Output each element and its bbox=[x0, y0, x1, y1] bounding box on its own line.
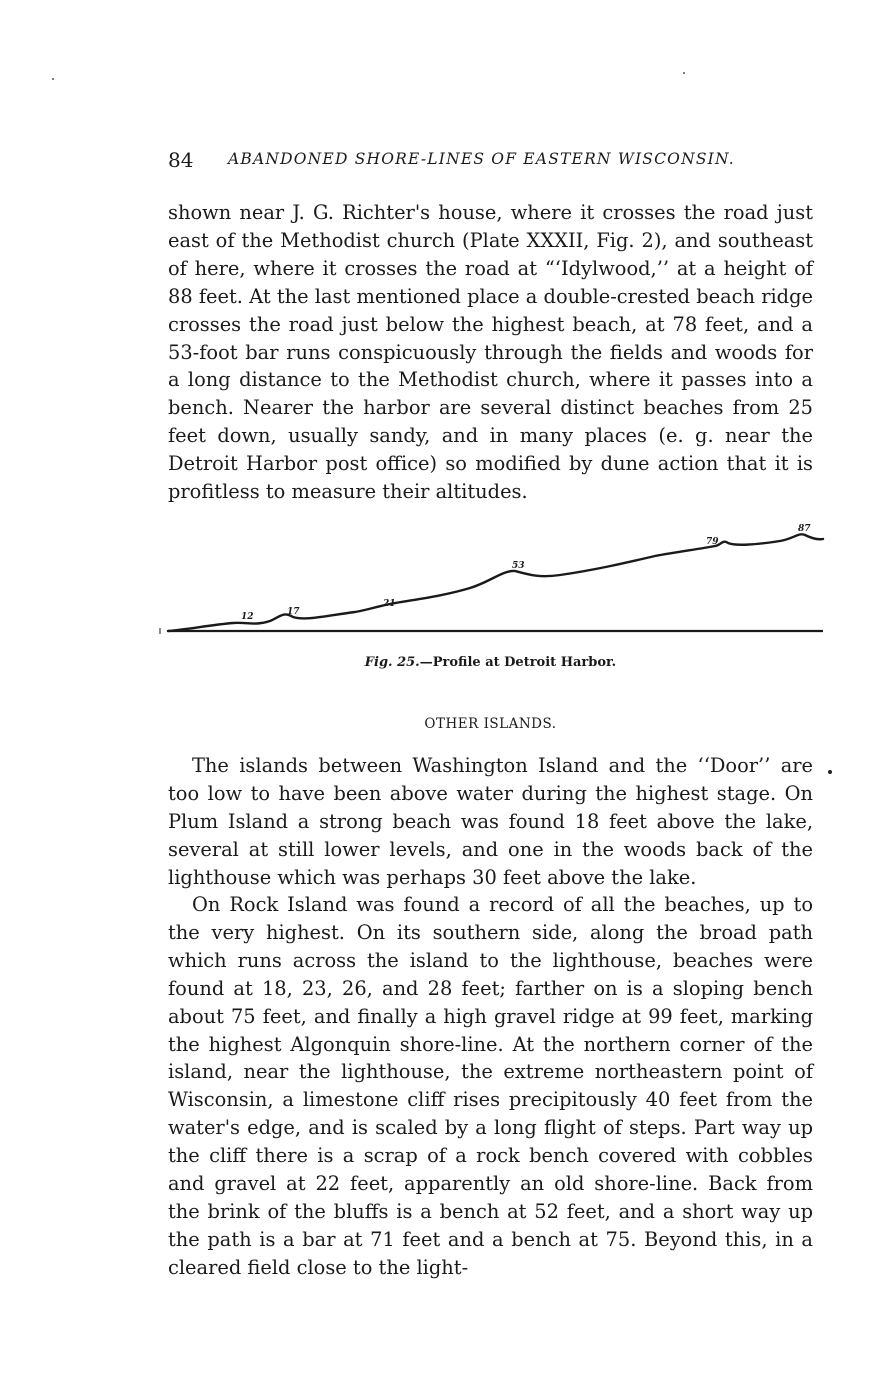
profile-label-21: 21 bbox=[383, 599, 396, 609]
scan-speck bbox=[52, 78, 54, 80]
page-number: 84 bbox=[168, 148, 194, 172]
figure-caption-text: —Profile at Detroit Harbor. bbox=[419, 655, 617, 670]
profile-label-79: 79 bbox=[706, 537, 719, 547]
page-header bbox=[168, 148, 818, 172]
figure-caption bbox=[168, 655, 813, 670]
figure-caption-label: Fig. 25. bbox=[364, 655, 420, 670]
terrain-profile-line bbox=[168, 534, 823, 631]
scan-speck bbox=[828, 770, 832, 774]
paragraph-richter-house: shown near J. G. Richter's house, where it crosses the road just east of the Methodist church (Plate XXXII, Fig. 2), and southeast of here, where it crosses the road at “‘Idylwood,’’ at a height of 88 feet. At the last mentioned place a double-crested beach ridge crosses the road just below the highest beach, at 78 feet, and a 53-foot bar runs conspicuously through the fields and woods for a long distance to the Methodist church, where it passes into a bench. Nearer the harbor are several distinct beaches from 25 feet down, usually sandy, and in many places (e. g. near the Detroit Harbor post office) so modified by dune action that it is profitless to measure their altitudes. bbox=[168, 201, 813, 504]
profile-label-53: 53 bbox=[512, 561, 525, 571]
paragraph-rock-island: On Rock Island was found a record of all the beaches, up to the very highest. On its southern side, along the broad path which runs across the island to the lighthouse, beaches were found at 18, 23, 26, and 28 feet; farther on is a sloping bench about 75 feet, and finally a high gravel ridge at 99 feet, marking the highest Algonquin shore-line. At the northern corner of the island, near the lighthouse, the extreme northeastern point of Wisconsin, a limestone cliff rises precipitously 40 feet from the water's edge, and is scaled by a long flight of steps. Part way up the cliff there is a scrap of a rock bench covered with cobbles and gravel at 22 feet, apparently an old shore-line. Back from the brink of the bluffs is a bench at 52 feet, and a short way up the path is a bar at 71 feet and a bench at 75. Beyond this, in a cleared field close to the light- bbox=[168, 893, 813, 1279]
paragraph-plum-island: The islands between Washington Island and the ‘‘Door’’ are too low to have been above water during the highest stage. On Plum Island a strong beach was found 18 feet above the lake, several at still lower levels, and one in the woods back of the lighthouse which was perhaps 30 feet above the lake. bbox=[168, 754, 813, 889]
section-heading: OTHER ISLANDS. bbox=[424, 716, 557, 732]
profile-drawing bbox=[155, 515, 830, 645]
profile-label-87: 87 bbox=[798, 524, 811, 534]
running-head: ABANDONED SHORE-LINES OF EASTERN WISCONSIN. bbox=[228, 150, 735, 168]
scan-speck bbox=[683, 72, 685, 74]
profile-figure bbox=[155, 515, 830, 645]
profile-label-17: 17 bbox=[287, 607, 300, 617]
profile-label-12: 12 bbox=[241, 612, 254, 622]
